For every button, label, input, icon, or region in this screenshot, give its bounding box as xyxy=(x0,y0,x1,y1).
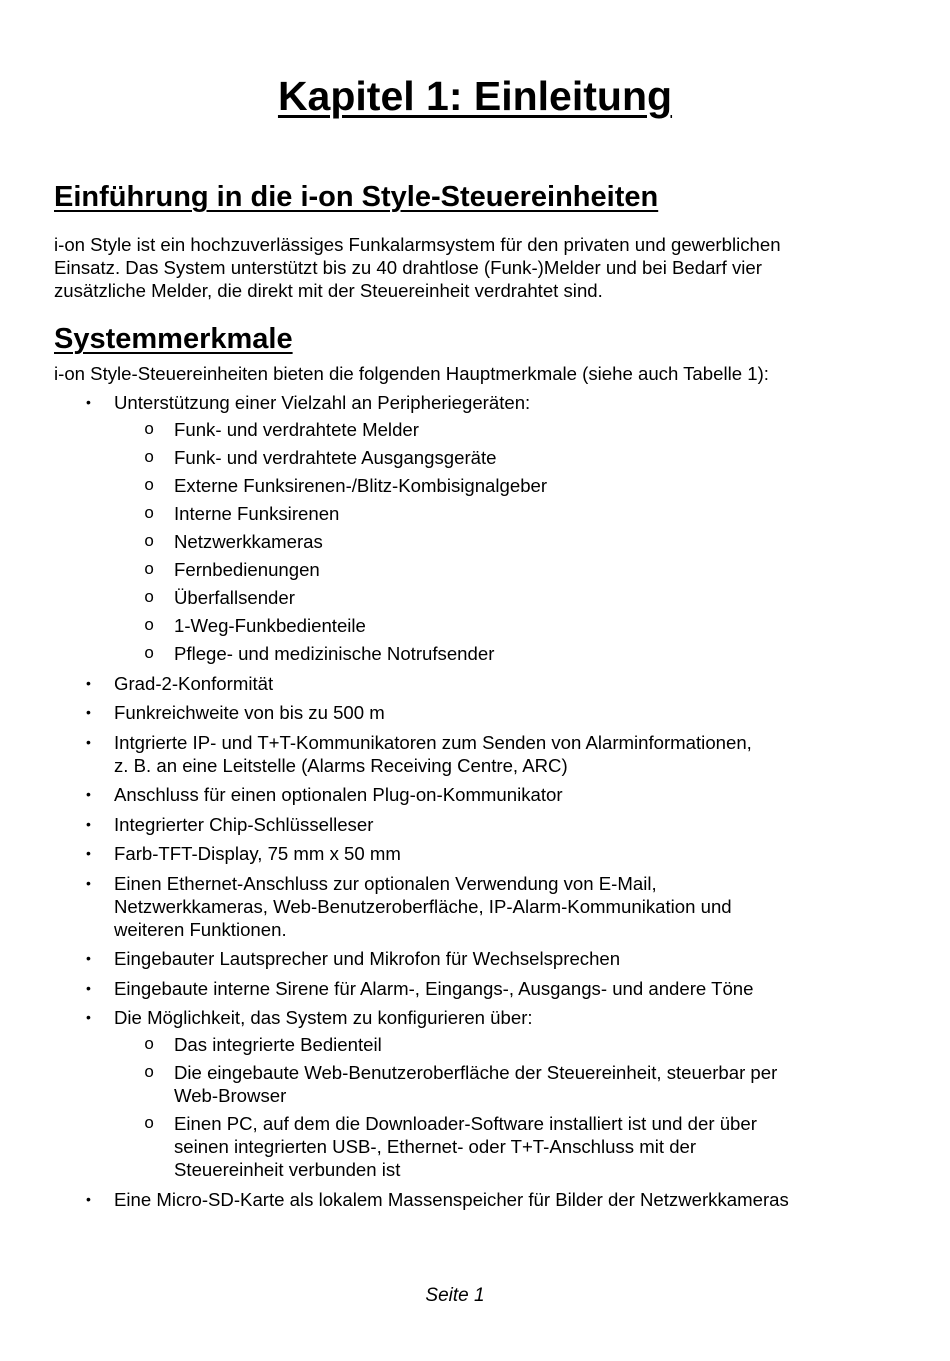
list-item xyxy=(54,731,854,777)
sub-list-item-text xyxy=(174,587,295,608)
text-line: Überfallsender xyxy=(174,587,295,608)
features-lead: i-on Style-Steuereinheiten bieten die folgenden Hauptmerkmale (siehe auch Tabelle 1): xyxy=(54,363,769,384)
list-item xyxy=(54,783,854,806)
circle-bullet-icon: o xyxy=(144,505,155,524)
bullet-icon: • xyxy=(86,979,91,996)
sub-list-item xyxy=(114,474,854,497)
feature-list xyxy=(54,391,854,1217)
list-item-text xyxy=(114,978,754,999)
text-line: Netzwerkkameras xyxy=(174,531,323,552)
list-item-text xyxy=(114,784,563,805)
list-item xyxy=(54,813,854,836)
list-item xyxy=(54,842,854,865)
sub-list-item xyxy=(114,1112,854,1181)
sub-list-item-text xyxy=(174,1034,382,1055)
text-line: Einen PC, auf dem die Downloader-Software installiert ist und der über xyxy=(174,1113,757,1134)
text-line: Integrierter Chip-Schlüsselleser xyxy=(114,813,374,835)
chapter-title: Kapitel 1: Einleitung xyxy=(277,73,673,119)
sub-list-item-text xyxy=(174,1113,757,1180)
text-line: Die eingebaute Web-Benutzeroberfläche der Steuereinheit, steuerbar per xyxy=(174,1062,778,1083)
bullet-icon: • xyxy=(86,874,91,891)
intro-paragraph xyxy=(54,233,854,302)
circle-bullet-icon: o xyxy=(144,1064,155,1083)
text-line: Das integrierte Bedienteil xyxy=(174,1034,382,1055)
sub-list-item xyxy=(114,1061,854,1107)
list-item-text xyxy=(114,1007,533,1028)
bullet-icon: • xyxy=(86,786,91,802)
section-heading-intro: Einführung in die i-on Style-Steuereinheiten xyxy=(54,181,659,213)
sub-list-item-text xyxy=(174,419,419,440)
bullet-icon: • xyxy=(86,845,91,861)
text-line: Funk- und verdrahtete Ausgangsgeräte xyxy=(174,447,497,468)
list-item-text xyxy=(114,392,530,413)
bullet-icon: • xyxy=(86,1009,91,1025)
circle-bullet-icon: o xyxy=(144,617,155,636)
text-line: Netzwerkkameras, Web-Benutzeroberfläche, IP-Alarm-Kommunikation und xyxy=(114,895,732,917)
sub-list-item xyxy=(114,586,854,609)
list-item-text xyxy=(114,814,373,835)
list-item-text xyxy=(114,873,732,940)
text-line: Pflege- und medizinische Notrufsender xyxy=(174,643,495,664)
sub-list-item-text xyxy=(174,531,323,552)
bullet-icon: • xyxy=(86,1190,91,1207)
list-item-text xyxy=(114,732,752,776)
list-item xyxy=(54,701,854,724)
list-item xyxy=(54,1006,854,1181)
sub-list xyxy=(114,1033,854,1181)
circle-bullet-icon: o xyxy=(144,561,155,580)
sub-list-item xyxy=(114,502,854,525)
text-line: Grad-2-Konformität xyxy=(114,672,274,694)
sub-list-item xyxy=(114,642,854,665)
sub-list-item-text xyxy=(174,615,366,636)
text-line: Web-Browser xyxy=(174,1085,287,1106)
list-item xyxy=(54,391,854,665)
sub-list-item-text xyxy=(174,503,339,524)
text-line: 1-Weg-Funkbedienteile xyxy=(174,615,366,636)
bullet-icon: • xyxy=(86,704,91,720)
page-number: Seite 1 xyxy=(425,1285,485,1306)
sub-list-item-text xyxy=(174,447,497,468)
text-line: weiteren Funktionen. xyxy=(114,918,287,940)
text-line: i-on Style ist ein hochzuverlässiges Funkalarmsystem für den privaten und gewerblichen xyxy=(54,234,781,255)
text-line: Unterstützung einer Vielzahl an Peripheriegeräten: xyxy=(114,392,531,413)
text-line: Einsatz. Das System unterstützt bis zu 40 drahtlose (Funk-)Melder und bei Bedarf vier xyxy=(54,257,762,278)
list-item xyxy=(54,977,854,1000)
section-heading-features: Systemmerkmale xyxy=(54,323,293,355)
text-line: Intgrierte IP- und T+T-Kommunikatoren zum Senden von Alarminformationen, xyxy=(114,731,752,753)
bullet-icon: • xyxy=(86,815,91,832)
sub-list xyxy=(114,418,854,665)
sub-list-item-text xyxy=(174,475,547,496)
text-line: Eingebauter Lautsprecher und Mikrofon für Wechselsprechen xyxy=(114,948,621,969)
text-line: Eine Micro-SD-Karte als lokalem Massenspeicher für Bilder der Netzwerkkameras xyxy=(114,1188,789,1210)
sub-list-item-text xyxy=(174,643,494,664)
text-line: Externe Funksirenen-/Blitz-Kombisignalgeber xyxy=(174,475,548,496)
text-line: Farb-TFT-Display, 75 mm x 50 mm xyxy=(114,843,401,864)
list-item-text xyxy=(114,702,385,723)
bullet-icon: • xyxy=(86,950,91,966)
text-line: Fernbedienungen xyxy=(174,559,320,580)
text-line: Steuereinheit verbunden ist xyxy=(174,1159,401,1180)
list-item-text xyxy=(114,1189,789,1210)
bullet-icon: • xyxy=(86,733,91,750)
list-item xyxy=(54,1188,854,1211)
circle-bullet-icon: o xyxy=(144,645,155,664)
circle-bullet-icon: o xyxy=(144,1115,155,1134)
circle-bullet-icon: o xyxy=(144,589,155,608)
text-line: Eingebaute interne Sirene für Alarm-, Eingangs-, Ausgangs- und andere Töne xyxy=(114,977,754,999)
sub-list-item xyxy=(114,1033,854,1056)
list-item xyxy=(54,872,854,941)
bullet-icon: • xyxy=(86,674,91,691)
sub-list-item xyxy=(114,446,854,469)
text-line: zusätzliche Melder, die direkt mit der Steuereinheit verdrahtet sind. xyxy=(54,280,603,301)
text-line: Interne Funksirenen xyxy=(174,503,340,524)
text-line: Einen Ethernet-Anschluss zur optionalen Verwendung von E-Mail, xyxy=(114,872,657,894)
sub-list-item xyxy=(114,418,854,441)
bullet-icon: • xyxy=(86,394,91,410)
text-line: seinen integrierten USB-, Ethernet- oder T+T-Anschluss mit der xyxy=(174,1136,697,1157)
circle-bullet-icon: o xyxy=(144,533,155,552)
circle-bullet-icon: o xyxy=(144,449,155,468)
text-line: Funkreichweite von bis zu 500 m xyxy=(114,702,385,723)
list-item xyxy=(54,947,854,970)
circle-bullet-icon: o xyxy=(144,477,155,496)
text-line: Funk- und verdrahtete Melder xyxy=(174,419,419,440)
text-line: Die Möglichkeit, das System zu konfigurieren über: xyxy=(114,1007,533,1028)
circle-bullet-icon: o xyxy=(144,421,155,440)
list-item xyxy=(54,672,854,695)
text-line: Anschluss für einen optionalen Plug-on-Kommunikator xyxy=(114,784,563,805)
sub-list-item-text xyxy=(174,559,320,580)
circle-bullet-icon: o xyxy=(144,1036,155,1055)
text-line: z. B. an eine Leitstelle (Alarms Receiving Centre, ARC) xyxy=(114,754,568,776)
sub-list-item xyxy=(114,530,854,553)
list-item-text xyxy=(114,948,620,969)
sub-list-item xyxy=(114,614,854,637)
list-item-text xyxy=(114,843,401,864)
sub-list-item-text xyxy=(174,1062,777,1106)
list-item-text xyxy=(114,673,273,694)
sub-list-item xyxy=(114,558,854,581)
